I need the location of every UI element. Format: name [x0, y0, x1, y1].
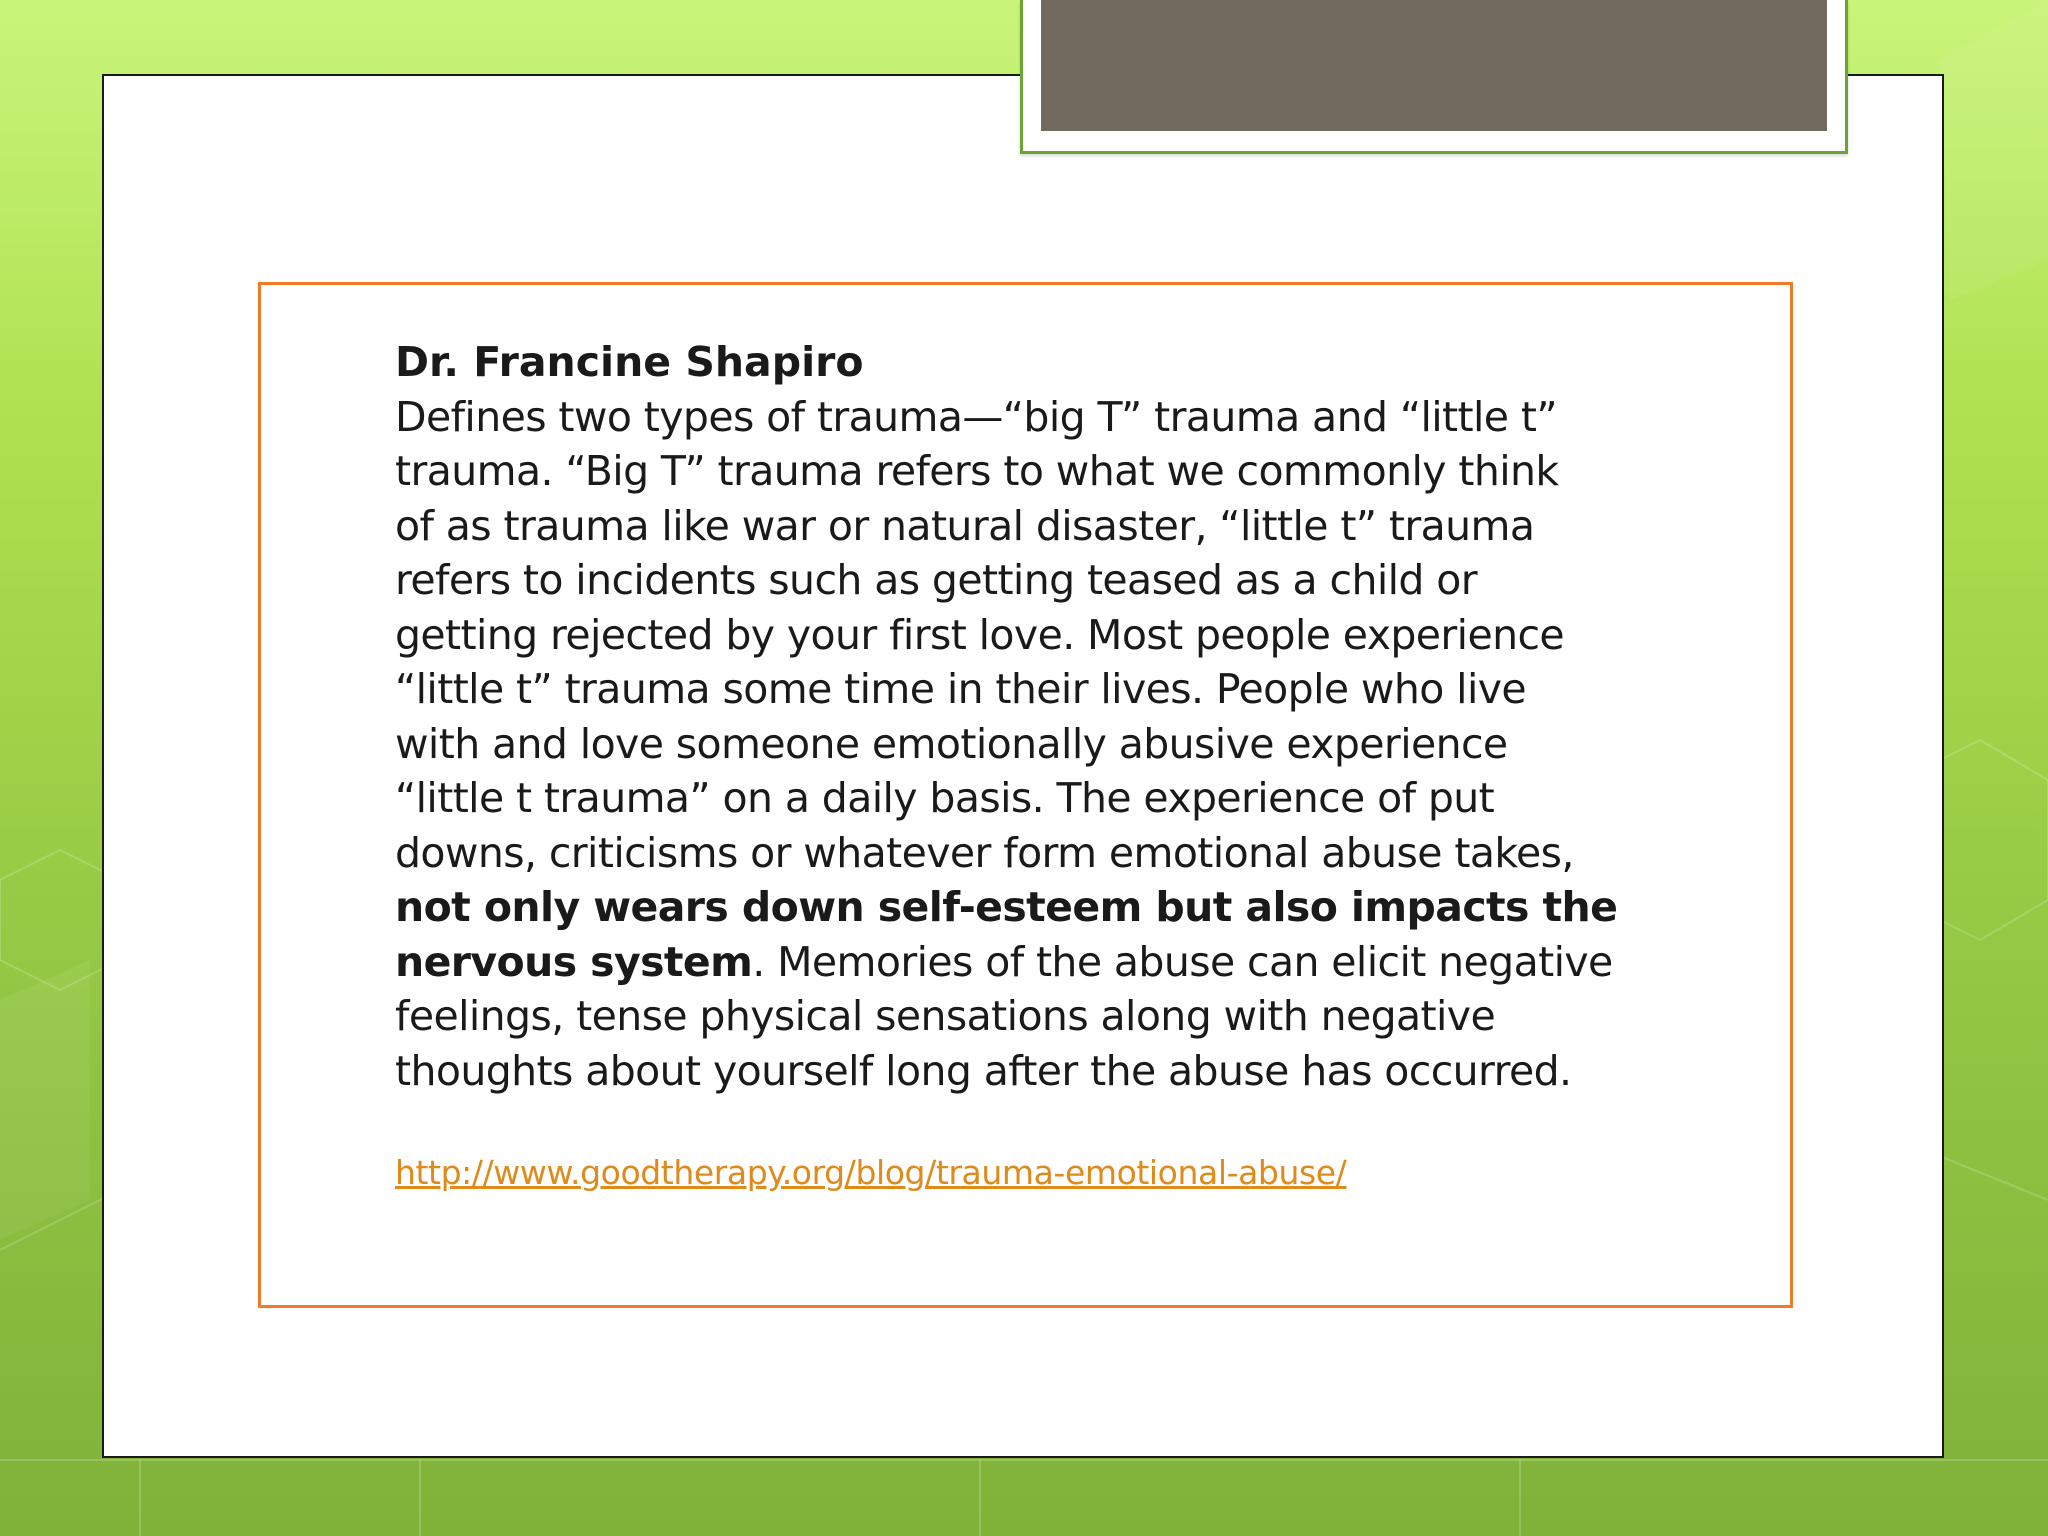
body-line-1: Defines two types of trauma—“big T” trauma and “little t”	[395, 392, 1557, 441]
body-line-12: feelings, tense physical sensations along with negative	[395, 992, 1496, 1040]
title-placeholder-fill	[1041, 0, 1827, 131]
emphasis-end-text: nervous system	[395, 937, 753, 986]
body-line-5: getting rejected by your first love. Most people experience	[395, 610, 1565, 659]
emphasis-text: not only wears down self-esteem but also impacts the	[395, 883, 1618, 931]
after-emphasis-text: . Memories of the abuse can elicit negative	[752, 937, 1613, 986]
source-link[interactable]: http://www.goodtherapy.org/blog/trauma-emotional-abuse/	[395, 1153, 1347, 1192]
quote-box	[258, 282, 1793, 1308]
body-line-4: refers to incidents such as getting teased as a child or	[395, 556, 1478, 604]
body-line-3: of as trauma like war or natural disaster, “little t” trauma	[395, 501, 1535, 550]
body-line-2: trauma. “Big T” trauma refers to what we commonly think	[395, 447, 1559, 495]
quote-heading: Dr. Francine Shapiro	[395, 338, 864, 386]
body-line-6: “little t” trauma some time in their lives. People who live	[395, 665, 1527, 713]
title-placeholder-tab	[1020, 0, 1848, 154]
body-line-11	[395, 935, 1735, 990]
body-line-9: downs, criticisms or whatever form emotional abuse takes,	[395, 828, 1574, 877]
emphasis-line	[395, 880, 1735, 935]
quote-text	[395, 335, 1735, 1098]
body-line-7: with and love someone emotionally abusive experience	[395, 719, 1508, 768]
body-line-8: “little t trauma” on a daily basis. The experience of put	[395, 774, 1495, 822]
body-line-13: thoughts about yourself long after the abuse has occurred.	[395, 1046, 1572, 1095]
